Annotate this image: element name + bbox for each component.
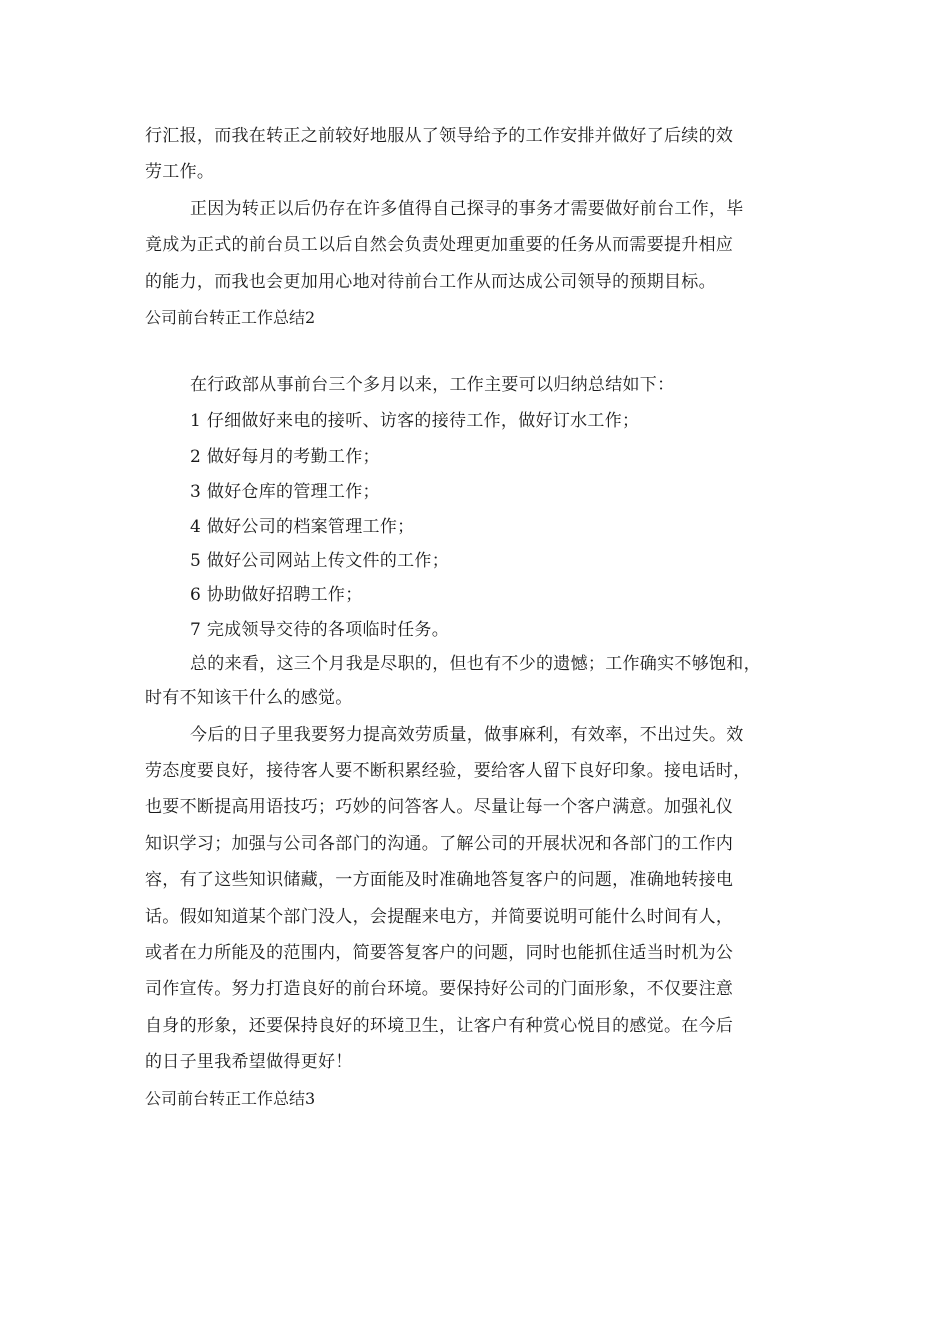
list-item: 1 仔细做好来电的接听、访客的接待工作，做好订水工作； [190,411,640,431]
paragraph-line: 容，有了这些知识储藏，一方面能及时准确地答复客户的问题，准确地转接电 [145,870,734,890]
paragraph-line: 话。假如知道某个部门没人，会提醒来电方，并简要说明可能什么时间有人， [145,907,734,927]
paragraph-line: 时有不知该干什么的感觉。 [145,688,353,708]
list-item: 2 做好每月的考勤工作； [190,447,380,467]
paragraph-line: 的日子里我希望做得更好！ [145,1052,353,1072]
paragraph-line: 竟成为正式的前台员工以后自然会负责处理更加重要的任务从而需要提升相应 [145,235,734,255]
paragraph-line: 知识学习；加强与公司各部门的沟通。了解公司的开展状况和各部门的工作内 [145,834,734,854]
paragraph-line: 行汇报，而我在转正之前较好地服从了领导给予的工作安排并做好了后续的效 [145,126,734,146]
paragraph-line: 在行政部从事前台三个多月以来，工作主要可以归纳总结如下： [190,375,675,395]
section-heading: 公司前台转正工作总结3 [145,1089,316,1108]
paragraph-line: 也要不断提高用语技巧；巧妙的问答客人。尽量让每一个客户满意。加强礼仪 [145,797,734,817]
paragraph-line: 正因为转正以后仍存在许多值得自己探寻的事务才需要做好前台工作，毕 [190,199,744,219]
paragraph-line: 今后的日子里我要努力提高效劳质量，做事麻利，有效率，不出过失。效 [190,725,744,745]
paragraph-line: 自身的形象，还要保持良好的环境卫生，让客户有种赏心悦目的感觉。在今后 [145,1016,734,1036]
paragraph-line: 总的来看，这三个月我是尽职的，但也有不少的遗憾；工作确实不够饱和， [190,654,761,674]
paragraph-line: 劳工作。 [145,162,215,182]
list-item: 7 完成领导交待的各项临时任务。 [190,620,450,640]
list-item: 4 做好公司的档案管理工作； [190,517,415,537]
section-heading: 公司前台转正工作总结2 [145,308,316,327]
list-item: 6 协助做好招聘工作； [190,585,363,605]
paragraph-line: 的能力，而我也会更加用心地对待前台工作从而达成公司领导的预期目标。 [145,272,716,292]
list-item: 5 做好公司网站上传文件的工作； [190,551,450,571]
list-item: 3 做好仓库的管理工作； [190,482,380,502]
paragraph-line: 或者在力所能及的范围内，简要答复客户的问题，同时也能抓住适当时机为公 [145,943,734,963]
paragraph-line: 司作宣传。努力打造良好的前台环境。要保持好公司的门面形象，不仅要注意 [145,979,734,999]
paragraph-line: 劳态度要良好，接待客人要不断积累经验，要给客人留下良好印象。接电话时， [145,761,751,781]
